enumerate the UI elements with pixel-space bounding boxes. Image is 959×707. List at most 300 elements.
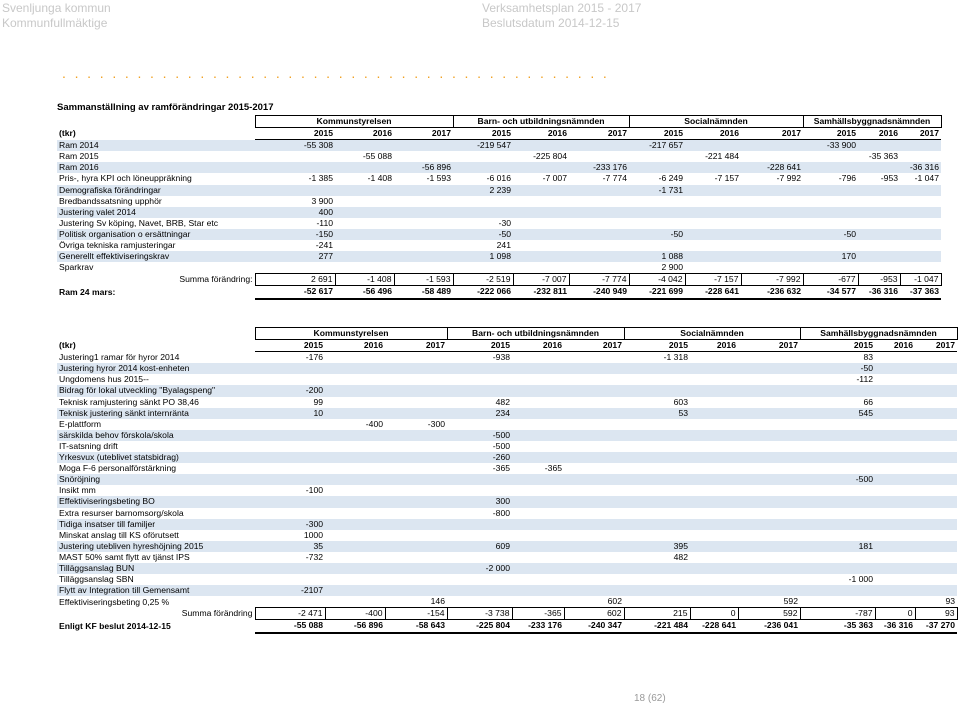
row-label: Flytt av Integration till Gemensamt (57, 585, 255, 596)
row-label: Minskat anslag till KS oförutsett (59, 529, 179, 540)
value-cell (394, 140, 453, 152)
table-row (57, 541, 957, 552)
value-cell (385, 541, 447, 552)
dotted-divider: . . . . . . . . . . . . . . . . . . . . . . . . . . . . . . . . . . . . . . . . . . . . (62, 65, 610, 81)
row-label: Justering utebliven hyreshöjning 2015 (57, 541, 255, 552)
value-cell: -300 (255, 519, 325, 530)
value-cell (900, 140, 941, 152)
value-cell (915, 363, 957, 374)
value-cell (512, 530, 564, 541)
value-cell: 146 (430, 596, 445, 607)
year-header: 2017 (564, 340, 624, 352)
value-cell (335, 218, 394, 229)
row-label: Ram 2016 (57, 162, 255, 173)
value-cell (685, 262, 741, 274)
value-cell (512, 374, 564, 385)
value-cell (564, 508, 624, 519)
value-cell (564, 463, 624, 474)
value-cell (738, 441, 800, 452)
value-cell: -300 (427, 418, 445, 429)
value-cell (800, 519, 875, 530)
sum-value: 0 (875, 608, 915, 620)
value-cell (564, 563, 624, 574)
value-cell: -6 016 (486, 173, 511, 184)
total-value: -232 811 (513, 286, 569, 299)
total-value: -34 577 (803, 286, 858, 299)
value-cell (800, 496, 875, 507)
year-header: 2017 (394, 128, 453, 140)
table-row (57, 496, 957, 507)
value-cell (900, 262, 941, 274)
value-cell: -56 896 (394, 162, 453, 173)
value-cell (564, 397, 624, 408)
value-cell (741, 240, 803, 251)
row-label: Justering Sv köping, Navet, BRB, Star etc (59, 217, 219, 228)
value-cell (453, 196, 513, 207)
value-cell: -2107 (255, 585, 325, 596)
value-cell (325, 574, 385, 585)
value-cell (875, 496, 915, 507)
value-cell (803, 151, 858, 162)
value-cell: -30 (498, 217, 511, 228)
unit-label: (tkr) (59, 340, 76, 351)
row-label: E-plattform (59, 418, 102, 429)
group-header: Samhällsbyggnadsnämnden (803, 116, 941, 128)
group-header: Samhällsbyggnadsnämnden (800, 328, 957, 340)
value-cell (513, 251, 569, 262)
sum-value: -400 (325, 608, 385, 620)
table-row (57, 162, 941, 173)
value-cell (512, 596, 564, 608)
total-label: Enligt KF beslut 2014-12-15 (59, 620, 171, 631)
value-cell (690, 541, 738, 552)
value-cell (800, 530, 875, 541)
value-cell (875, 441, 915, 452)
value-cell: -217 657 (629, 140, 685, 152)
value-cell (624, 452, 690, 463)
value-cell (335, 185, 394, 196)
value-cell (385, 374, 447, 385)
sum-value: 93 (915, 608, 957, 620)
value-cell (569, 240, 629, 251)
value-cell (803, 185, 858, 196)
total-value: -221 699 (629, 286, 685, 299)
value-cell (447, 374, 512, 385)
body-name: Kommunfullmäktige (2, 16, 108, 30)
value-cell (564, 452, 624, 463)
value-cell (564, 552, 624, 563)
value-cell: -228 641 (741, 162, 803, 173)
value-cell (915, 508, 957, 519)
value-cell (569, 185, 629, 196)
value-cell (564, 352, 624, 364)
row-label: Bidrag för lokal utveckling "Byalagspeng" (57, 385, 255, 396)
value-cell: -732 (305, 551, 323, 562)
value-cell: -7 157 (714, 173, 739, 184)
table-row (57, 530, 957, 541)
table-row (57, 173, 941, 184)
value-cell (394, 262, 453, 274)
table-row (57, 385, 957, 396)
table-row (57, 574, 957, 585)
value-cell (325, 485, 385, 496)
value-cell (738, 419, 800, 430)
value-cell (741, 185, 803, 196)
value-cell (875, 541, 915, 552)
value-cell (569, 151, 629, 162)
value-cell (690, 408, 738, 419)
value-cell: 482 (673, 551, 688, 562)
total-value: -228 641 (685, 286, 741, 299)
value-cell (803, 162, 858, 173)
value-cell (255, 374, 325, 385)
value-cell (690, 352, 738, 364)
value-cell (690, 363, 738, 374)
total-value: -228 641 (690, 620, 738, 633)
value-cell (325, 541, 385, 552)
value-cell (512, 519, 564, 530)
value-cell (255, 508, 325, 519)
value-cell (875, 485, 915, 496)
row-label: Insikt mm (59, 485, 96, 496)
value-cell (900, 207, 941, 218)
frame-changes-table (57, 115, 942, 300)
value-cell (858, 262, 900, 274)
value-cell (800, 596, 875, 608)
value-cell (875, 397, 915, 408)
value-cell (453, 262, 513, 274)
table-row (57, 374, 957, 385)
value-cell: -35 363 (868, 151, 898, 162)
value-cell: -176 (305, 352, 323, 363)
value-cell: -365 (544, 463, 562, 474)
value-cell (255, 441, 325, 452)
value-cell: 181 (800, 541, 875, 552)
value-cell: -500 (447, 430, 512, 441)
value-cell (394, 229, 453, 240)
table-row (57, 485, 957, 496)
total-value: -221 484 (624, 620, 690, 633)
value-cell (858, 251, 900, 262)
value-cell (335, 162, 394, 173)
group-header: Socialnämnden (624, 328, 800, 340)
total-row (57, 620, 957, 633)
value-cell (564, 474, 624, 485)
value-cell (858, 218, 900, 229)
value-cell (447, 574, 512, 585)
value-cell (385, 463, 447, 474)
value-cell: 592 (783, 596, 798, 607)
value-cell: -7 774 (602, 173, 627, 184)
year-header: 2015 (629, 128, 685, 140)
value-cell (738, 485, 800, 496)
value-cell (325, 508, 385, 519)
value-cell: -1 731 (629, 185, 685, 196)
value-cell (690, 452, 738, 463)
year-header: 2015 (255, 128, 335, 140)
value-cell (803, 218, 858, 229)
value-cell (564, 408, 624, 419)
value-cell (512, 585, 564, 596)
value-cell (624, 463, 690, 474)
total-value: -36 316 (875, 620, 915, 633)
table-row (57, 463, 957, 474)
year-header: 2015 (800, 340, 875, 352)
value-cell (255, 452, 325, 463)
value-cell (800, 463, 875, 474)
sum-value: -7 774 (569, 274, 629, 286)
value-cell (624, 474, 690, 485)
value-cell (690, 485, 738, 496)
year-header: 2017 (385, 340, 447, 352)
value-cell (325, 563, 385, 574)
table-row (57, 262, 941, 274)
value-cell (447, 519, 512, 530)
total-value: -55 088 (255, 620, 325, 633)
value-cell (385, 585, 447, 596)
value-cell (875, 452, 915, 463)
value-cell (564, 541, 624, 552)
value-cell (512, 574, 564, 585)
value-cell: -938 (492, 352, 510, 363)
row-label: Sparkrav (59, 262, 94, 273)
total-value: -37 270 (915, 620, 957, 633)
value-cell (858, 240, 900, 251)
value-cell (512, 552, 564, 563)
value-cell: -1 047 (914, 173, 939, 184)
value-cell (255, 162, 335, 173)
group-header: Barn- och utbildningsnämnden (447, 328, 624, 340)
value-cell (447, 596, 512, 608)
value-cell (738, 452, 800, 463)
value-cell (325, 530, 385, 541)
row-label: Ram 2015 (59, 151, 99, 162)
value-cell (915, 530, 957, 541)
value-cell (900, 196, 941, 207)
value-cell (624, 530, 690, 541)
value-cell (255, 563, 325, 574)
sum-row (57, 608, 957, 620)
value-cell (875, 508, 915, 519)
summary-title: Sammanställning av ramförändringar 2015-2017 (57, 102, 274, 113)
value-cell (447, 385, 512, 396)
total-value: -56 496 (335, 286, 394, 299)
year-header: 2016 (858, 128, 900, 140)
value-cell: -260 (447, 452, 512, 463)
value-cell (741, 262, 803, 274)
value-cell (569, 251, 629, 262)
table-row (57, 251, 941, 262)
value-cell (255, 496, 325, 507)
value-cell (875, 585, 915, 596)
value-cell (915, 430, 957, 441)
value-cell (685, 196, 741, 207)
value-cell (685, 240, 741, 251)
value-cell (385, 352, 447, 364)
value-cell: -55 088 (362, 151, 392, 162)
row-label: Extra resurser barnomsorg/skola (59, 507, 184, 518)
row-label: Ungdomens hus 2015-- (59, 374, 149, 385)
value-cell (325, 430, 385, 441)
row-label: Tilläggsanslag SBN (59, 574, 134, 585)
doc-title: Verksamhetsplan 2015 - 2017 (482, 1, 642, 15)
value-cell (255, 596, 325, 608)
value-cell (803, 207, 858, 218)
value-cell (564, 496, 624, 507)
value-cell (900, 251, 941, 262)
value-cell (624, 496, 690, 507)
value-cell: -1 385 (308, 173, 333, 184)
value-cell (800, 585, 875, 596)
value-cell (800, 508, 875, 519)
year-header: 2016 (325, 340, 385, 352)
value-cell (685, 140, 741, 152)
value-cell (385, 519, 447, 530)
value-cell (564, 530, 624, 541)
value-cell (624, 574, 690, 585)
value-cell (738, 363, 800, 374)
value-cell (875, 530, 915, 541)
value-cell: -500 (800, 474, 875, 485)
value-cell (915, 519, 957, 530)
sum-value: 592 (738, 608, 800, 620)
value-cell (800, 563, 875, 574)
year-header: 2015 (803, 128, 858, 140)
value-cell (624, 563, 690, 574)
sum-value: -7 007 (513, 274, 569, 286)
table-row (57, 585, 957, 596)
value-cell (385, 385, 447, 396)
value-cell (447, 552, 512, 563)
value-cell (900, 151, 941, 162)
value-cell (564, 585, 624, 596)
value-cell (325, 397, 385, 408)
value-cell (512, 430, 564, 441)
value-cell (690, 530, 738, 541)
value-cell (915, 541, 957, 552)
year-header: 2015 (255, 340, 325, 352)
value-cell (738, 463, 800, 474)
total-row (57, 286, 941, 299)
value-cell (325, 552, 385, 563)
value-cell (738, 352, 800, 364)
value-cell: -7 992 (776, 173, 801, 184)
value-cell (385, 563, 447, 574)
value-cell (513, 262, 569, 274)
table-row (57, 207, 941, 218)
value-cell (685, 207, 741, 218)
value-cell (738, 385, 800, 396)
row-label: Moga F-6 personalförstärkning (59, 463, 177, 474)
value-cell (569, 140, 629, 152)
value-cell (385, 474, 447, 485)
value-cell (858, 207, 900, 218)
value-cell (512, 474, 564, 485)
value-cell: 603 (673, 396, 688, 407)
value-cell (453, 207, 513, 218)
value-cell (325, 408, 385, 419)
value-cell: -400 (365, 418, 383, 429)
value-cell (513, 162, 569, 173)
value-cell (690, 508, 738, 519)
year-header: 2017 (900, 128, 941, 140)
table-row (57, 452, 957, 463)
value-cell (569, 262, 629, 274)
value-cell (915, 385, 957, 396)
value-cell: -7 007 (542, 173, 567, 184)
value-cell: -50 (800, 363, 875, 374)
sum-value: 2 691 (255, 274, 335, 286)
value-cell (741, 251, 803, 262)
value-cell (915, 496, 957, 507)
value-cell: -1 000 (848, 574, 873, 585)
table-row (57, 140, 941, 152)
value-cell (325, 352, 385, 364)
table-row (57, 185, 941, 196)
value-cell (385, 496, 447, 507)
total-value: -36 316 (858, 286, 900, 299)
value-cell (624, 508, 690, 519)
value-cell (255, 474, 325, 485)
value-cell (512, 563, 564, 574)
value-cell (875, 408, 915, 419)
total-value: -233 176 (512, 620, 564, 633)
value-cell (738, 519, 800, 530)
value-cell (738, 530, 800, 541)
value-cell (690, 397, 738, 408)
row-label: Politisk organisation o ersättningar (57, 229, 255, 240)
year-header: 2016 (513, 128, 569, 140)
value-cell (394, 185, 453, 196)
table-row (57, 430, 957, 441)
value-cell (325, 496, 385, 507)
value-cell: -50 (453, 229, 513, 240)
table-row (57, 552, 957, 563)
total-value: -236 041 (738, 620, 800, 633)
value-cell (738, 552, 800, 563)
value-cell: 3 900 (311, 195, 333, 206)
value-cell (915, 452, 957, 463)
value-cell (685, 185, 741, 196)
row-label: IT-satsning drift (59, 440, 118, 451)
sum-value: -1 593 (394, 274, 453, 286)
total-label: Ram 24 mars: (59, 286, 116, 297)
sum-value: -4 042 (629, 274, 685, 286)
value-cell (800, 419, 875, 430)
value-cell (624, 485, 690, 496)
value-cell (915, 485, 957, 496)
value-cell (564, 385, 624, 396)
value-cell (512, 385, 564, 396)
total-value: -37 363 (900, 286, 941, 299)
value-cell (858, 185, 900, 196)
value-cell (858, 162, 900, 173)
row-label: Effektiviseringsbeting 0,25 % (59, 596, 170, 607)
value-cell (800, 452, 875, 463)
value-cell: -1 408 (367, 173, 392, 184)
value-cell: -221 484 (705, 151, 739, 162)
value-cell (738, 408, 800, 419)
value-cell: 66 (863, 396, 873, 407)
value-cell (512, 408, 564, 419)
year-header: 2017 (569, 128, 629, 140)
total-value: -236 632 (741, 286, 803, 299)
value-cell (447, 585, 512, 596)
value-cell (447, 419, 512, 430)
row-label: Pris-, hyra KPI och löneuppräkning (59, 173, 192, 184)
value-cell (738, 397, 800, 408)
value-cell (915, 374, 957, 385)
